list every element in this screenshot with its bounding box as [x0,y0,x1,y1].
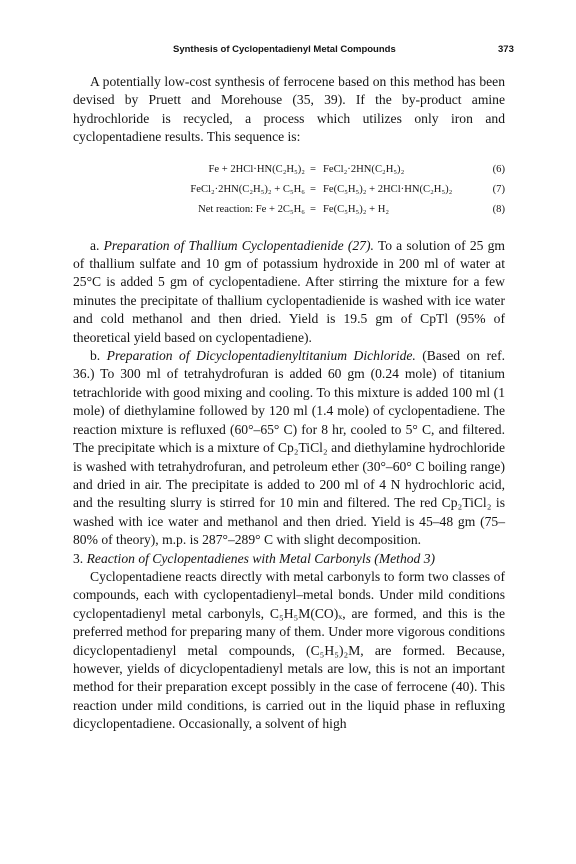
equation-number: (8) [492,203,505,215]
equation-row [73,160,505,180]
equation-rhs: FeCl₂·2HN(C₂H₅)₂ [323,163,405,175]
section-b-text: (Based on ref. 36.) To 300 ml of tetrahydrofuran is added 60 gm (0.24 mole) of titanium tetrachloride with good mixing and cooling. To this mixture is added 100 ml (1 mole) of diethylamine followed by 120 ml (1.4 mole) of cyclopentadiene. The reaction mixture is refluxed (60°–65° C) for 8 hr, cooled to 5° C, and filtered. The precipitate which is a mixture of Cp₂TiCl₂ and diethylamine hydrochloride is washed with tetrahydrofuran, and petroleum ether (30°–60° C boiling range) and dried in air. The precipitate is added to 200 ml of 4 N hydrochloric acid, and the resulting slurry is stirred for 10 min and filtered. The red Cp₂TiCl₂ is washed with ice water and methanol and then dried. Yield is 45–48 gm (75–80% of theory), m.p. is 287°–289° C with slight decomposition. [73,348,506,548]
equation-lhs: FeCl₂·2HN(C₂H₅)₂ + C₅H₆ [190,183,305,195]
section-3-paragraph: Cyclopentadiene reacts directly with metal carbonyls to form two classes of compounds, each with cyclopentadienyl–metal bonds. Under mild conditions cyclopentadienyl metal carbonyls, C₅H₅M(CO)ₓ, are formed, and this is the preferred method for preparing many of them. Under more vigorous conditions dicyclopentadienyl metal compounds, (C₅H₅)₂M, are formed. Because, however, yields of dicyclopentadienyl metals are low, this is not an important method for their preparation except possibly in the case of ferrocene (40). This reaction under mild conditions, is carried out in the liquid phase in refluxing dicyclopentadiene. Occasionally, a solvent of high [73,568,505,732]
running-head [0,44,576,60]
section-3-heading: Reaction of Cyclopentadienes with Metal Carbonyls (Method 3) [86,550,436,566]
equation-row [73,180,505,200]
page-number: 373 [498,44,514,55]
equation-block [73,160,505,220]
section-b-paragraph [73,347,505,549]
section-a-heading: Preparation of Thallium Cyclopentadienide (27). [103,237,374,253]
section-a-paragraph [73,237,505,347]
section-a-text: To a solution of 25 gm of thallium sulfate and 10 gm of potassium hydroxide in 200 ml of water at 25°C is added 5 gm of cyclopentadiene. After stirring the mixture for a few minutes the precipitate of thallium cyclopentadienide is washed with ice water and cold methanol and then dried. Yield is 19.5 gm of CpTl (95% of theoretical yield based on cyclopentadiene). [73,237,506,345]
section-a-label: a. [90,237,100,253]
section-3-heading-line [73,550,505,568]
equation-number: (7) [492,183,505,195]
section-b-label: b. [90,348,101,364]
running-head-title: Synthesis of Cyclopentadienyl Metal Compounds [173,44,396,55]
body-text [73,73,505,734]
equation-rhs: Fe(C₅H₅)₂ + H₂ [323,203,390,215]
equals-sign: = [310,163,316,175]
equals-sign: = [310,203,316,215]
equation-lhs: Fe + 2HCl·HN(C₂H₅)₂ [208,163,305,175]
intro-paragraph: A potentially low-cost synthesis of ferrocene based on this method has been devised by Pruett and Morehouse (35, 39). If the by-product amine hydrochloride is recycled, a process which utilizes only iron and cyclopentadiene results. This sequence is: [73,74,505,145]
equation-row [73,200,505,220]
section-b-heading: Preparation of Dicyclopentadienyltitanium Dichloride. [106,348,416,364]
equation-lhs: Net reaction: Fe + 2C₅H₆ [198,203,305,215]
section-3-label: 3. [73,550,84,566]
equation-rhs: Fe(C₅H₅)₂ + 2HCl·HN(C₂H₅)₂ [323,183,453,195]
equation-number: (6) [492,163,505,175]
equals-sign: = [310,183,316,195]
